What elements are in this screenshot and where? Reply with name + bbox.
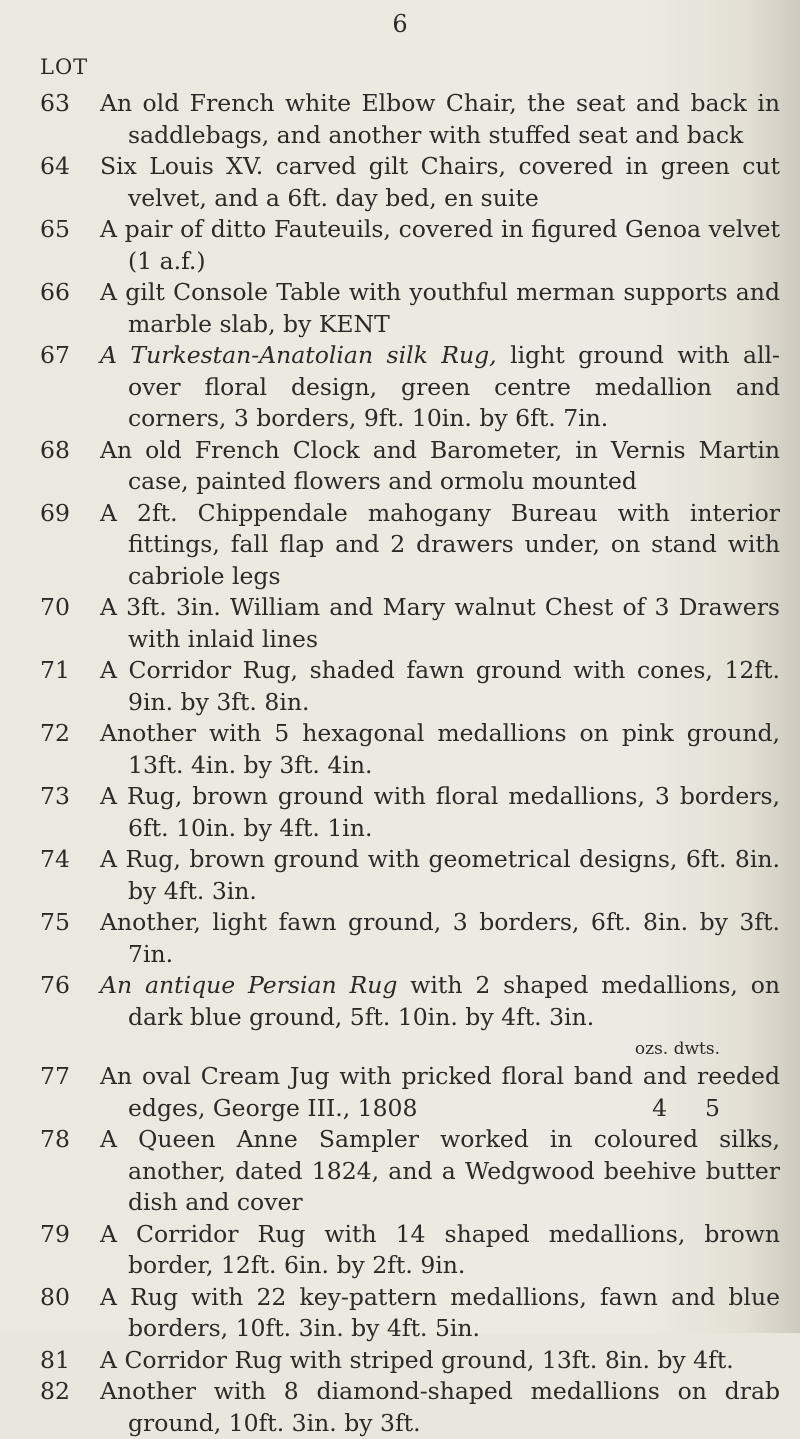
lot-description: A Corridor Rug with striped ground, 13ft. 8in. by 4ft. bbox=[100, 1345, 734, 1374]
lot-description: Six Louis XV. carved gilt Chairs, covered in green cut velvet, and a 6ft. day bed, en suite bbox=[100, 152, 780, 212]
lot-number: 76 bbox=[40, 971, 70, 999]
lot-description: A Queen Anne Sampler worked in coloured silks, another, dated 1824, and a Wedgwood beehive butter dish and cover bbox=[100, 1125, 780, 1216]
lot-description: A 3ft. 3in. William and Mary walnut Chest of 3 Drawers with inlaid lines bbox=[100, 593, 780, 653]
weight-dwts: 5 bbox=[705, 1093, 720, 1122]
lot-description-text: light ground with all-over floral design, green centre medallion and corners, 3 borders, 9ft. 10in. by 6ft. 7in. bbox=[128, 341, 780, 432]
lot-description: Another with 8 diamond-shaped medallions on drab ground, 10ft. 3in. by 3ft. bbox=[100, 1377, 780, 1437]
weights-column-heading: ozs. dwts. bbox=[634, 1039, 720, 1059]
lot-entry bbox=[40, 655, 780, 718]
lot-entry bbox=[40, 88, 780, 151]
lot-number: 68 bbox=[40, 435, 70, 464]
lot-entry bbox=[40, 1061, 780, 1124]
lot-number: 65 bbox=[40, 215, 70, 243]
lot-entry bbox=[40, 1219, 780, 1282]
lot-number: 70 bbox=[40, 593, 70, 621]
lot-description-text: with 2 shaped medallions, on dark blue ground, 5ft. 10in. by 4ft. 3in. bbox=[128, 971, 780, 1031]
lot-number: 71 bbox=[40, 656, 70, 684]
lot-number: 79 bbox=[40, 1219, 70, 1248]
lot-number: 66 bbox=[40, 278, 70, 306]
lot-entry bbox=[40, 718, 780, 781]
lot-column-heading: LOT bbox=[40, 55, 89, 79]
page-number: 6 bbox=[392, 10, 408, 38]
lot-number: 82 bbox=[40, 1377, 70, 1405]
lot-number: 67 bbox=[40, 341, 70, 369]
lot-description: A Rug, brown ground with geometrical designs, 6ft. 8in. by 4ft. 3in. bbox=[100, 845, 780, 905]
lot-number: 69 bbox=[40, 498, 70, 527]
lot-description: An old French Clock and Barometer, in Vernis Martin case, painted flowers and ormolu mounted bbox=[100, 435, 780, 495]
lot-entry bbox=[40, 340, 780, 435]
lot-title-italic: An antique Persian Rug bbox=[100, 971, 398, 999]
lot-number: 75 bbox=[40, 908, 70, 936]
lot-description bbox=[100, 1061, 780, 1124]
lot-description: A Rug with 22 key-pattern medallions, fawn and blue borders, 10ft. 3in. by 4ft. 5in. bbox=[100, 1282, 780, 1342]
lot-number: 72 bbox=[40, 719, 70, 747]
lot-number: 80 bbox=[40, 1282, 70, 1311]
lot-description: Another, light fawn ground, 3 borders, 6ft. 8in. by 3ft. 7in. bbox=[100, 908, 780, 968]
lot-entry bbox=[40, 907, 780, 970]
lot-number: 77 bbox=[40, 1062, 70, 1090]
lot-entry bbox=[40, 214, 780, 277]
lot-entry bbox=[40, 1124, 780, 1219]
lot-entry bbox=[40, 435, 780, 498]
lot-entry bbox=[40, 970, 780, 1033]
lot-entry bbox=[40, 1345, 780, 1377]
lot-description: A Corridor Rug, shaded fawn ground with cones, 12ft. 9in. by 3ft. 8in. bbox=[100, 656, 780, 716]
lot-entry bbox=[40, 844, 780, 907]
lot-description bbox=[100, 340, 780, 435]
lot-description: A pair of ditto Fauteuils, covered in figured Genoa velvet (1 a.f.) bbox=[100, 215, 780, 275]
lot-entry bbox=[40, 277, 780, 340]
lot-list bbox=[40, 88, 780, 1439]
lot-number: 73 bbox=[40, 782, 70, 810]
lot-entry bbox=[40, 592, 780, 655]
lot-description: A Rug, brown ground with floral medallions, 3 borders, 6ft. 10in. by 4ft. 1in. bbox=[100, 782, 780, 842]
lot-description: A Corridor Rug with 14 shaped medallions, brown border, 12ft. 6in. by 2ft. 9in. bbox=[100, 1219, 780, 1279]
lot-description: An old French white Elbow Chair, the seat and back in saddlebags, and another with stuffed seat and back bbox=[100, 89, 780, 149]
lot-description: A 2ft. Chippendale mahogany Bureau with interior fittings, fall flap and 2 drawers under, on stand with cabriole legs bbox=[100, 498, 780, 590]
lot-entry bbox=[40, 1376, 780, 1439]
lot-entry bbox=[40, 781, 780, 844]
lot-weight bbox=[642, 1093, 720, 1125]
weights-column-heading-row bbox=[40, 1033, 780, 1061]
lot-number: 78 bbox=[40, 1125, 70, 1153]
lot-description: A gilt Console Table with youthful merman supports and marble slab, by KENT bbox=[100, 278, 780, 338]
lot-number: 74 bbox=[40, 845, 70, 873]
lot-description bbox=[100, 970, 780, 1033]
lot-number: 64 bbox=[40, 152, 70, 180]
weight-ozs: 4 bbox=[652, 1093, 668, 1122]
lot-title-italic: A Turkestan-Anatolian silk Rug, bbox=[100, 341, 497, 369]
lot-entry bbox=[40, 1282, 780, 1345]
lot-number: 63 bbox=[40, 89, 70, 117]
lot-entry bbox=[40, 498, 780, 593]
lot-entry bbox=[40, 151, 780, 214]
lot-description: Another with 5 hexagonal medallions on pink ground, 13ft. 4in. by 3ft. 4in. bbox=[100, 719, 780, 779]
lot-description-text: An oval Cream Jug with pricked floral band and reeded edges, George III., 1808 bbox=[100, 1062, 780, 1122]
lot-number: 81 bbox=[40, 1345, 70, 1374]
